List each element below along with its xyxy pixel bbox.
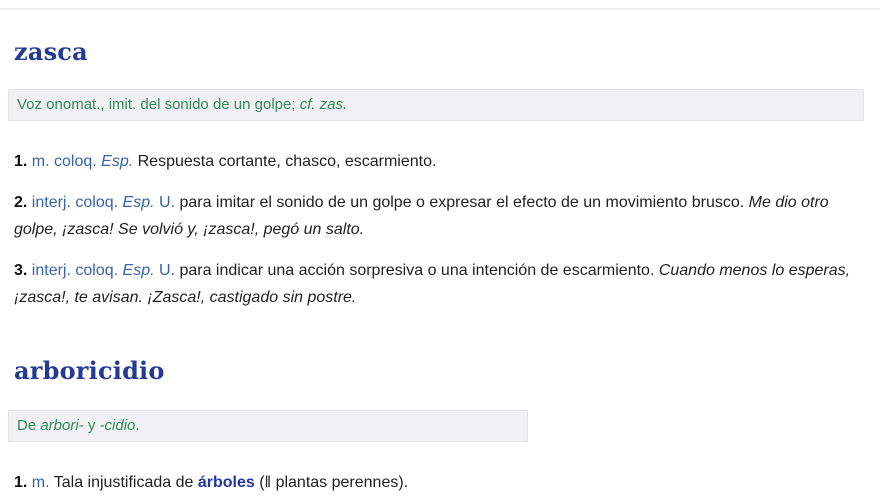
etymology-box (8, 410, 528, 442)
entry-arboricidio (8, 357, 864, 496)
entry-zasca (8, 38, 864, 311)
abbreviation[interactable]: Esp. (122, 261, 159, 279)
etymology-text: . (135, 416, 140, 434)
abbreviation[interactable]: interj. coloq. (31, 261, 123, 279)
top-divider (0, 8, 880, 10)
sense-number: 3. (14, 261, 32, 279)
definition-text: (‖ plantas perennes). (254, 473, 409, 491)
definition-text: Respuesta cortante, chasco, escarmiento. (137, 152, 437, 170)
etymology-text: Voz onomat., imit. del sonido de un golpe; (17, 95, 300, 113)
word-link[interactable]: árboles (197, 473, 255, 491)
etymology-text: cf. zas. (299, 95, 348, 113)
example-text: Cuando menos lo esperas, ¡zasca!, te avisan. ¡Zasca!, castigado sin postre. (14, 261, 851, 306)
abbreviation[interactable]: m. (31, 473, 54, 491)
dictionary-page (0, 38, 880, 496)
etymology-line (17, 416, 519, 436)
sense-3 (14, 257, 864, 311)
etymology-box (8, 89, 864, 121)
definition-text: para imitar el sonido de un golpe o expresar el efecto de un movimiento brusco. (179, 193, 749, 211)
etymology-line (17, 95, 855, 115)
example-text: Me dio otro golpe, ¡zasca! Se volvió y, ¡zasca!, pegó un salto. (14, 193, 829, 238)
definition-text: para indicar una acción sorpresiva o una intención de escarmiento. (179, 261, 659, 279)
abbreviation[interactable]: U. (158, 261, 180, 279)
abbreviation[interactable]: U. (158, 193, 180, 211)
sense-number: 1. (14, 152, 32, 170)
abbreviation[interactable]: Esp. (101, 152, 138, 170)
abbreviation[interactable]: Esp. (122, 193, 159, 211)
etymology-text: De (17, 416, 41, 434)
sense-2 (14, 189, 864, 243)
abbreviation[interactable]: interj. coloq. (31, 193, 123, 211)
sense-number: 1. (14, 473, 32, 491)
definition-text: Tala injustificada de (53, 473, 198, 491)
abbreviation[interactable]: m. coloq. (31, 152, 102, 170)
etymology-text: -cidio (99, 416, 136, 434)
etymology-text: y (83, 416, 100, 434)
etymology-text: arbori- (40, 416, 84, 434)
headword-zasca: zasca (14, 37, 88, 66)
sense-1 (14, 148, 864, 175)
sense-1 (14, 469, 864, 496)
headword-arboricidio: arboricidio (14, 355, 165, 385)
sense-number: 2. (14, 193, 32, 211)
